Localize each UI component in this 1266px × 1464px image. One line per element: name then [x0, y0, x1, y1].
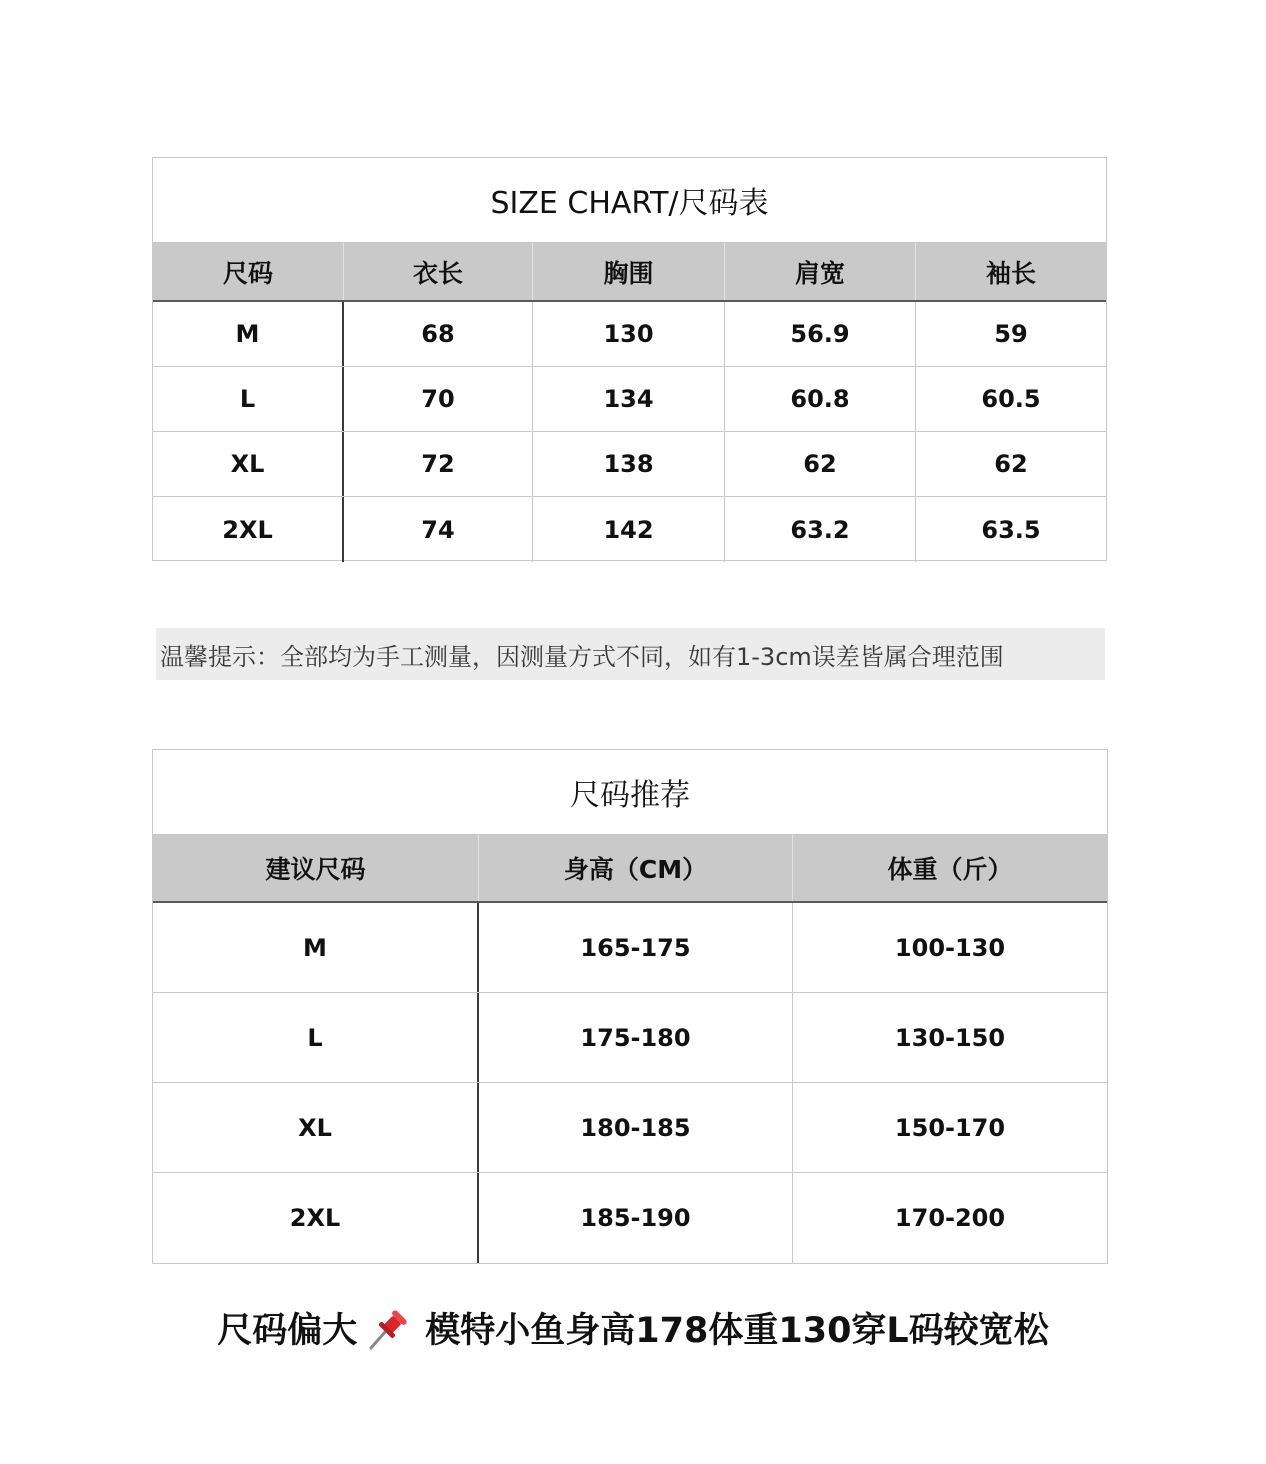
chest-cell: 134: [533, 367, 725, 431]
size-chart-header-row: [153, 243, 1106, 302]
header-length: 衣长: [344, 243, 533, 300]
sleeve-cell: 63.5: [981, 515, 1041, 544]
shoulder-cell: 60.8: [725, 367, 916, 431]
table-row: [153, 367, 1106, 432]
header-size: 尺码: [153, 243, 344, 300]
header-sleeve: 袖长: [985, 258, 1036, 288]
header-weight: 体重（斤）: [887, 855, 1013, 884]
size-recommend-header-row: [153, 835, 1107, 903]
weight-cell: 170-200: [894, 1204, 1006, 1232]
header-height: 身高（CM）: [479, 835, 793, 901]
height-cell: 185-190: [479, 1173, 793, 1263]
shoulder-cell: 56.9: [725, 302, 916, 366]
size-cell: L: [153, 367, 344, 431]
size-cell: 2XL: [153, 497, 344, 562]
chest-cell: 130: [533, 302, 725, 366]
sleeve-cell: 60.5: [981, 385, 1041, 413]
size-chart-table: [152, 157, 1107, 561]
length-cell: 68: [344, 302, 533, 366]
table-row: [153, 497, 1106, 562]
length-cell: 70: [344, 367, 533, 431]
height-cell: 180-185: [479, 1083, 793, 1172]
height-cell: 175-180: [479, 993, 793, 1082]
suggested-size-cell: L: [153, 993, 479, 1082]
table-row: [153, 302, 1106, 367]
shoulder-cell: 63.2: [725, 497, 916, 562]
header-shoulder: 肩宽: [725, 243, 916, 300]
height-cell: 165-175: [479, 903, 793, 992]
header-suggested-size: 建议尺码: [153, 835, 479, 901]
table-row: [153, 432, 1106, 497]
suggested-size-cell: M: [153, 903, 479, 992]
table-row: [153, 993, 1107, 1083]
table-row: [153, 1173, 1107, 1263]
weight-cell: 130-150: [894, 1023, 1006, 1052]
measurement-notice: 温馨提示：全部均为手工测量，因测量方式不同，如有1-3cm误差皆属合理范围: [156, 628, 1105, 680]
chest-cell: 138: [533, 432, 725, 496]
shoulder-cell: 62: [725, 432, 916, 496]
header-chest: 胸围: [533, 243, 725, 300]
table-row: [153, 903, 1107, 993]
size-cell: M: [153, 302, 344, 366]
sleeve-cell: 62: [994, 450, 1028, 478]
weight-cell: 100-130: [894, 933, 1006, 962]
chest-cell: 142: [533, 497, 725, 562]
size-chart-title: SIZE CHART/尺码表: [153, 158, 1106, 243]
footer-text-2: 模特小鱼身高178体重130穿L码较宽松: [425, 1311, 1049, 1351]
footer-note: [0, 1298, 1266, 1358]
size-recommend-table: [152, 749, 1108, 1264]
weight-cell: 150-170: [894, 1113, 1006, 1142]
size-recommend-title: 尺码推荐: [153, 750, 1107, 835]
table-row: [153, 1083, 1107, 1173]
footer-text-1: 尺码偏大: [217, 1311, 358, 1351]
length-cell: 72: [344, 432, 533, 496]
suggested-size-cell: 2XL: [153, 1173, 479, 1263]
length-cell: 74: [344, 497, 533, 562]
suggested-size-cell: XL: [153, 1083, 479, 1172]
size-cell: XL: [153, 432, 344, 496]
pushpin-icon: [365, 1304, 413, 1352]
sleeve-cell: 59: [994, 320, 1028, 348]
